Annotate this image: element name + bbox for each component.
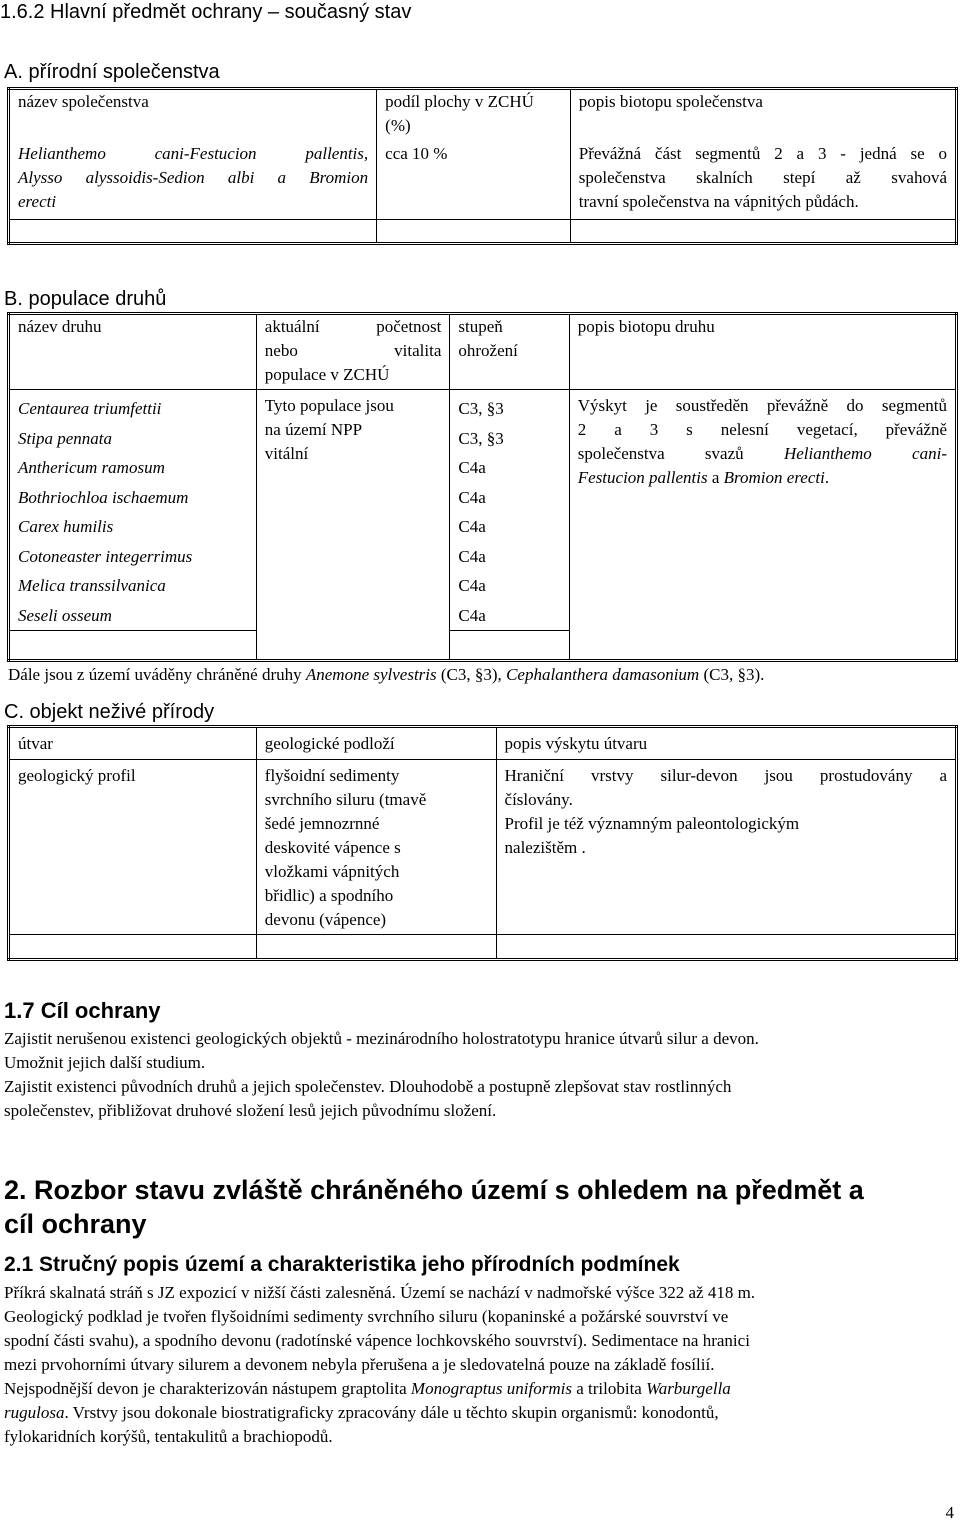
species-list [9,390,257,631]
community-name: Helianthemo cani-Festucion pallentis, Alysso alyssoidis-Sedion albi a Bromion erecti [18,143,369,211]
empty-cell [450,631,569,661]
threat-level: C4a [458,487,486,507]
header-area-share: podíl plochy v ZCHÚ (%) [377,89,571,142]
header-community-biotope: popis biotopu společenstva [570,89,956,142]
empty-cell [9,631,257,661]
header-population: aktuální početnost nebo vitalita populace v ZCHÚ [256,314,450,390]
threat-list [450,390,569,631]
empty-cell [569,631,956,661]
species-name: Carex humilis [18,517,114,536]
formation: geologický profil [9,760,257,934]
species-name: Seseli osseum [18,605,112,625]
section-c-title: C. objekt neživé přírody [4,701,215,723]
species-name: Centaurea triumfettii [18,399,162,418]
header-community-name: název společenstva [18,92,149,111]
threat-level: C4a [458,517,486,536]
threat-level: C4a [458,576,486,595]
formation-description: Hraniční vrstvy silur-devon jsou prostudovány a číslovány. Profil je též významným paleontologickým nalezištěm . [496,760,956,934]
empty-cell [256,934,496,959]
empty-cell [9,934,257,959]
empty-cell [377,219,571,243]
header-formation: útvar [18,734,53,753]
header-threat-level: stupeň ohrožení [450,314,569,390]
protected-species-note: Dále jsou z území uváděny chráněné druhy Anemone sylvestris (C3, §3), Cephalanthera damasonium (C3, §3). [8,665,765,684]
area-description: Příkrá skalnatá stráň s JZ expozicí v nižší části zalesněná. Území se nachází v nadmořské výšce 322 až 418 m. Geologický podklad je tvořen flyšoidními sedimenty svrchního siluru (kopaninské a požárské souvrství ve spodní části svahu), a spodního devonu (radotínské vápence lochkovského souvrství). Sedimentace na hranici mezi prvohorními útvary silurem a devonem nebyla přerušena a je sledovatelná pouze na základě fosílií. Nejspodnější devon je charakterizován nástupem graptolita Monograptus uniformis a trilobita Warburgella rugulosa. Vrstvy jsou dokonale biostratigraficky zpracovány dále u těchto skupin organismů: konodontů, fylokaridních korýšů, tentakulitů a brachiopodů. [4,1283,756,1446]
threat-level: C3, §3 [458,428,504,448]
section-heading-1-7: 1.7 Cíl ochrany [4,998,161,1023]
area-share: cca 10 % [377,142,571,220]
species-name: Stipa pennata [18,428,112,448]
bedrock: flyšoidní sedimenty svrchního siluru (tmavě šedé jemnozrnné deskovité vápence s vložkami vápnitých břidlic) a spodního devonu (vápence) [256,760,496,934]
empty-cell [496,934,956,959]
empty-cell [256,631,450,661]
protection-goal: Zajistit nerušenou existenci geologických objektů - mezinárodního holostratotypu hranice útvarů silur a devon. Umožnit jejich další studium. Zajistit existenci původních druhů a jejich společenstev. Dlouhodobě a postupně zlepšovat stav rostlinných společenstev, přibližovat druhové složení lesů jejich původnímu složení. [4,1029,759,1120]
threat-level: C4a [458,605,486,625]
species-biotope: Výskyt je soustředěn převážně do segmentů 2 a 3 s nelesní vegetací, převážně společenstva svazů Helianthemo cani- Festucion pallentis a Bromion erecti. [569,390,956,631]
header-species-name: název druhu [18,317,102,336]
header-formation-description: popis výskytu útvaru [496,727,956,760]
section-heading-2-1: 2.1 Stručný popis území a charakteristika jeho přírodních podmínek [4,1253,680,1276]
species-name: Cotoneaster integerrimus [18,546,193,566]
header-species-biotope: popis biotopu druhu [569,314,956,390]
section-heading-1-6-2: 1.6.2 Hlavní předmět ochrany – současný stav [0,1,412,23]
empty-cell [9,219,377,243]
section-b-title: B. populace druhů [4,288,167,310]
section-a-title: A. přírodní společenstva [4,61,220,83]
threat-level: C3, §3 [458,399,504,418]
header-bedrock: geologické podloží [256,727,496,760]
species-name: Bothriochloa ischaemum [18,487,189,507]
threat-level: C4a [458,546,486,566]
species-name: Anthericum ramosum [18,458,165,477]
community-biotope: Převážná část segmentů 2 a 3 - jedná se o společenstva skalních stepí až svahová travní společenstva na vápnitých půdách. [570,142,956,220]
population-status: Tyto populace jsou na území NPP vitální [256,390,450,631]
species-name: Melica transsilvanica [18,576,166,595]
chapter-heading-2: 2. Rozbor stavu zvláště chráněného území s ohledem na předmět a cíl ochrany [4,1175,864,1239]
geology-table [7,725,958,961]
page-number: 4 [945,1503,954,1522]
species-table [7,312,958,662]
empty-cell [570,219,956,243]
threat-level: C4a [458,458,486,477]
communities-table [7,87,958,245]
